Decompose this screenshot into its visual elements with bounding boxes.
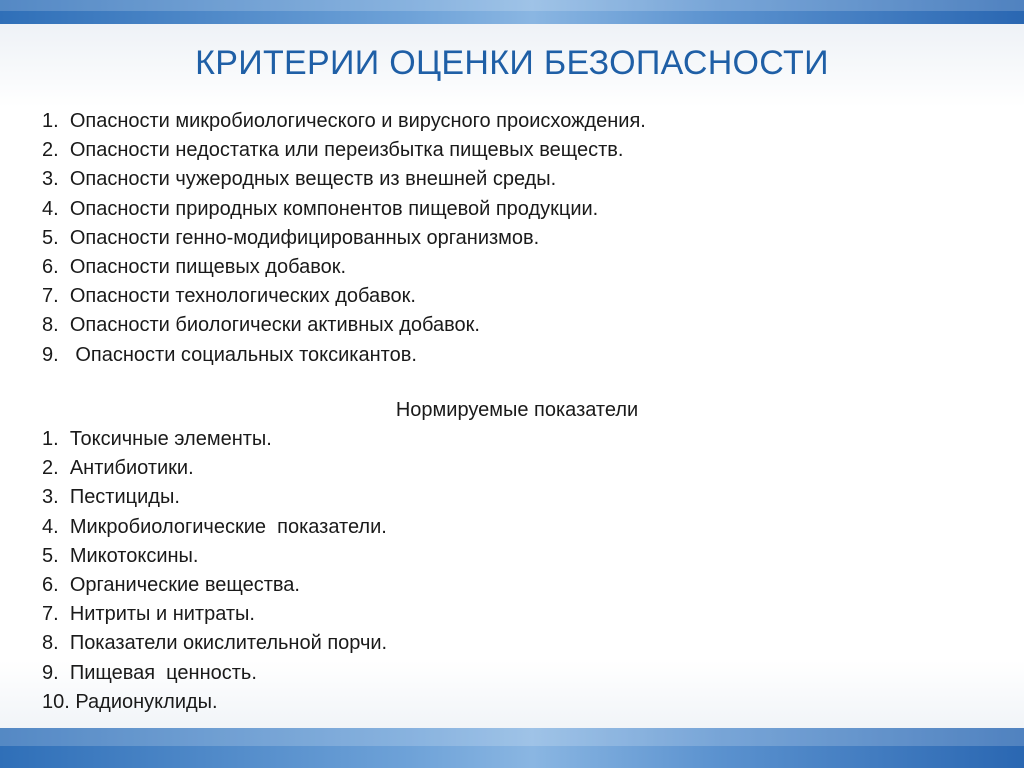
indicator-item [42, 629, 387, 658]
indicator-item [42, 513, 387, 542]
criteria-item [42, 107, 646, 136]
item-number: 7. [42, 285, 59, 308]
item-number: 3. [42, 486, 59, 509]
item-number: 4. [42, 515, 59, 538]
indicator-item [42, 425, 387, 454]
criteria-item [42, 341, 646, 370]
item-number: 2. [42, 457, 59, 480]
criteria-item [42, 195, 646, 224]
item-number: 8. [42, 314, 59, 337]
indicators-heading: Нормируемые показатели [395, 399, 639, 421]
item-number: 6. [42, 255, 59, 278]
item-text: Опасности пищевых добавок. [69, 255, 347, 278]
item-text: Опасности природных компонентов пищевой продукции. [69, 197, 599, 220]
item-text: Нитриты и нитраты. [69, 603, 255, 626]
item-number: 8. [42, 632, 59, 655]
item-text: Опасности социальных токсикантов. [75, 343, 417, 366]
item-text: Опасности генно-модифицированных организмов. [69, 226, 540, 249]
item-text: Показатели окислительной порчи. [69, 632, 388, 655]
item-text: Органические вещества. [69, 573, 300, 596]
item-number: 1. [42, 428, 59, 450]
item-number: 1. [42, 110, 59, 132]
criteria-item [42, 224, 646, 253]
item-number: 10. [42, 690, 70, 713]
indicator-item [42, 571, 387, 600]
criteria-item [42, 311, 646, 340]
item-text: Пищевая ценность. [69, 661, 257, 684]
indicator-item [42, 659, 387, 688]
indicator-item [42, 542, 387, 571]
top-decorative-band [0, 0, 1024, 24]
item-text: Опасности микробиологического и вирусного происхождения. [69, 110, 646, 132]
bottom-decorative-band [0, 728, 1024, 768]
item-number: 5. [42, 544, 59, 567]
item-text: Радионуклиды. [75, 690, 218, 713]
slide-title: КРИТЕРИИ ОЦЕНКИ БЕЗОПАСНОСТИ [195, 44, 829, 82]
safety-criteria-list [42, 107, 646, 370]
item-text: Опасности чужеродных веществ из внешней среды. [69, 168, 557, 191]
criteria-item [42, 136, 646, 165]
item-number: 7. [42, 603, 59, 626]
item-number: 5. [42, 226, 59, 249]
item-text: Опасности технологических добавок. [69, 285, 416, 308]
indicator-item [42, 688, 387, 717]
item-text: Микробиологические показатели. [69, 515, 387, 538]
item-number: 3. [42, 168, 59, 191]
item-text: Пестициды. [69, 486, 180, 509]
item-number: 2. [42, 139, 59, 162]
item-number: 6. [42, 573, 59, 596]
item-number: 9. [42, 343, 59, 366]
indicator-item [42, 600, 387, 629]
item-number: 4. [42, 197, 59, 220]
regulated-indicators-list [42, 425, 387, 717]
item-text: Антибиотики. [69, 457, 194, 480]
criteria-item [42, 282, 646, 311]
item-text: Токсичные элементы. [69, 428, 272, 450]
indicator-item [42, 483, 387, 512]
criteria-item [42, 165, 646, 194]
item-text: Опасности недостатка или переизбытка пищевых веществ. [69, 139, 624, 162]
indicator-item [42, 454, 387, 483]
item-number: 9. [42, 661, 59, 684]
item-text: Опасности биологически активных добавок. [69, 314, 480, 337]
criteria-item [42, 253, 646, 282]
item-text: Микотоксины. [69, 544, 199, 567]
